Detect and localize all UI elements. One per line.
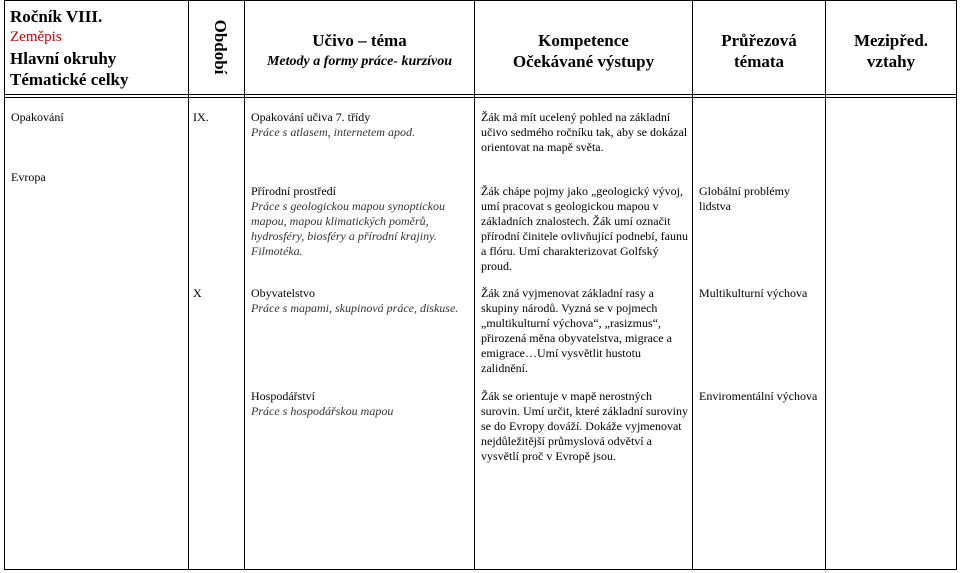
header-topics [10, 6, 186, 90]
row-crosscut: Enviromentální výchova [699, 389, 818, 403]
content-title: Přírodní prostředí [251, 184, 336, 198]
row-competence: Žák se orientuje v mapě nerostných surovin. Umí určit, které základní suroviny se do Evropy dováží. Dokáže vyjmenovat nejdůležitější průmyslová odvětví a vysvětlí proč v Evropě jsou. [481, 389, 688, 463]
header-interdisciplinary-line1: Mezipřed. [853, 31, 929, 50]
content-title: Obyvatelstvo [251, 286, 315, 300]
header-main-topics: Hlavní okruhy [10, 49, 117, 68]
row-crosscut: Globální problémy lidstva [699, 184, 790, 213]
header-period-label: Období [211, 19, 230, 75]
row-period: X [193, 286, 202, 300]
header-content-title: Učivo – téma [312, 31, 407, 50]
header-crosscut [693, 30, 825, 72]
header-divider [4, 97, 957, 98]
header-thematic-units: Tématické celky [10, 70, 129, 89]
header-competence [475, 30, 692, 72]
content-title: Opakování učiva 7. třídy [251, 110, 371, 124]
column-divider [188, 0, 189, 570]
header-competence-subtitle: Očekávané výstupy [512, 52, 655, 71]
header-crosscut-line1: Průřezová [721, 31, 797, 50]
row-content [251, 184, 469, 259]
header-competence-title: Kompetence [538, 31, 629, 50]
row-content [251, 389, 469, 419]
header-divider [4, 94, 957, 95]
subject-name: Zeměpis [10, 29, 62, 45]
column-divider [692, 0, 693, 570]
row-crosscut: Multikulturní výchova [699, 286, 808, 300]
header-interdisciplinary-line2: vztahy [866, 52, 916, 71]
content-title: Hospodářství [251, 389, 315, 403]
row-content [251, 110, 469, 140]
row-topic: Evropa [11, 170, 46, 184]
content-method: Práce s hospodářskou mapou [251, 404, 394, 418]
row-period: IX. [193, 110, 209, 124]
row-competence: Žák zná vyjmenovat základní rasy a skupiny národů. Vyzná se v pojmech „multikulturní výchova“, „rasizmus“, přirozená měna obyvatelstva, migrace a emigrace…Umí vysvětlit hustotu zalidnění. [481, 286, 672, 375]
content-method: Práce s atlasem, internetem apod. [251, 125, 415, 139]
header-period [196, 0, 244, 94]
content-method: Práce s mapami, skupinová práce, diskuse. [251, 301, 459, 315]
row-topic: Opakování [11, 110, 64, 124]
row-competence: Žák chápe pojmy jako „geologický vývoj, umí pracovat s geologickou mapou v základních znalostech. Žák umí označit přírodní činitele ovlivňující podnebí, faunu a flóru. Umí charakterizovat Golfský proud. [481, 184, 688, 273]
column-divider [474, 0, 475, 570]
header-interdisciplinary [826, 30, 956, 72]
grade-title: Ročník VIII. [10, 7, 103, 26]
header-content-subtitle: Metody a formy práce- kurzívou [266, 54, 453, 69]
header-content [245, 30, 474, 72]
header-crosscut-line2: témata [733, 52, 785, 71]
content-method: Práce s geologickou mapou synoptickou mapou, mapou klimatických poměrů, hydrosféry, biosféry a přírodní krajiny. Filmotéka. [251, 199, 445, 258]
row-competence: Žák má mít ucelený pohled na základní učivo sedmého ročníku tak, aby se dokázal orientovat na mapě světa. [481, 110, 688, 154]
column-divider [244, 0, 245, 570]
row-content [251, 286, 469, 316]
column-divider [825, 0, 826, 570]
